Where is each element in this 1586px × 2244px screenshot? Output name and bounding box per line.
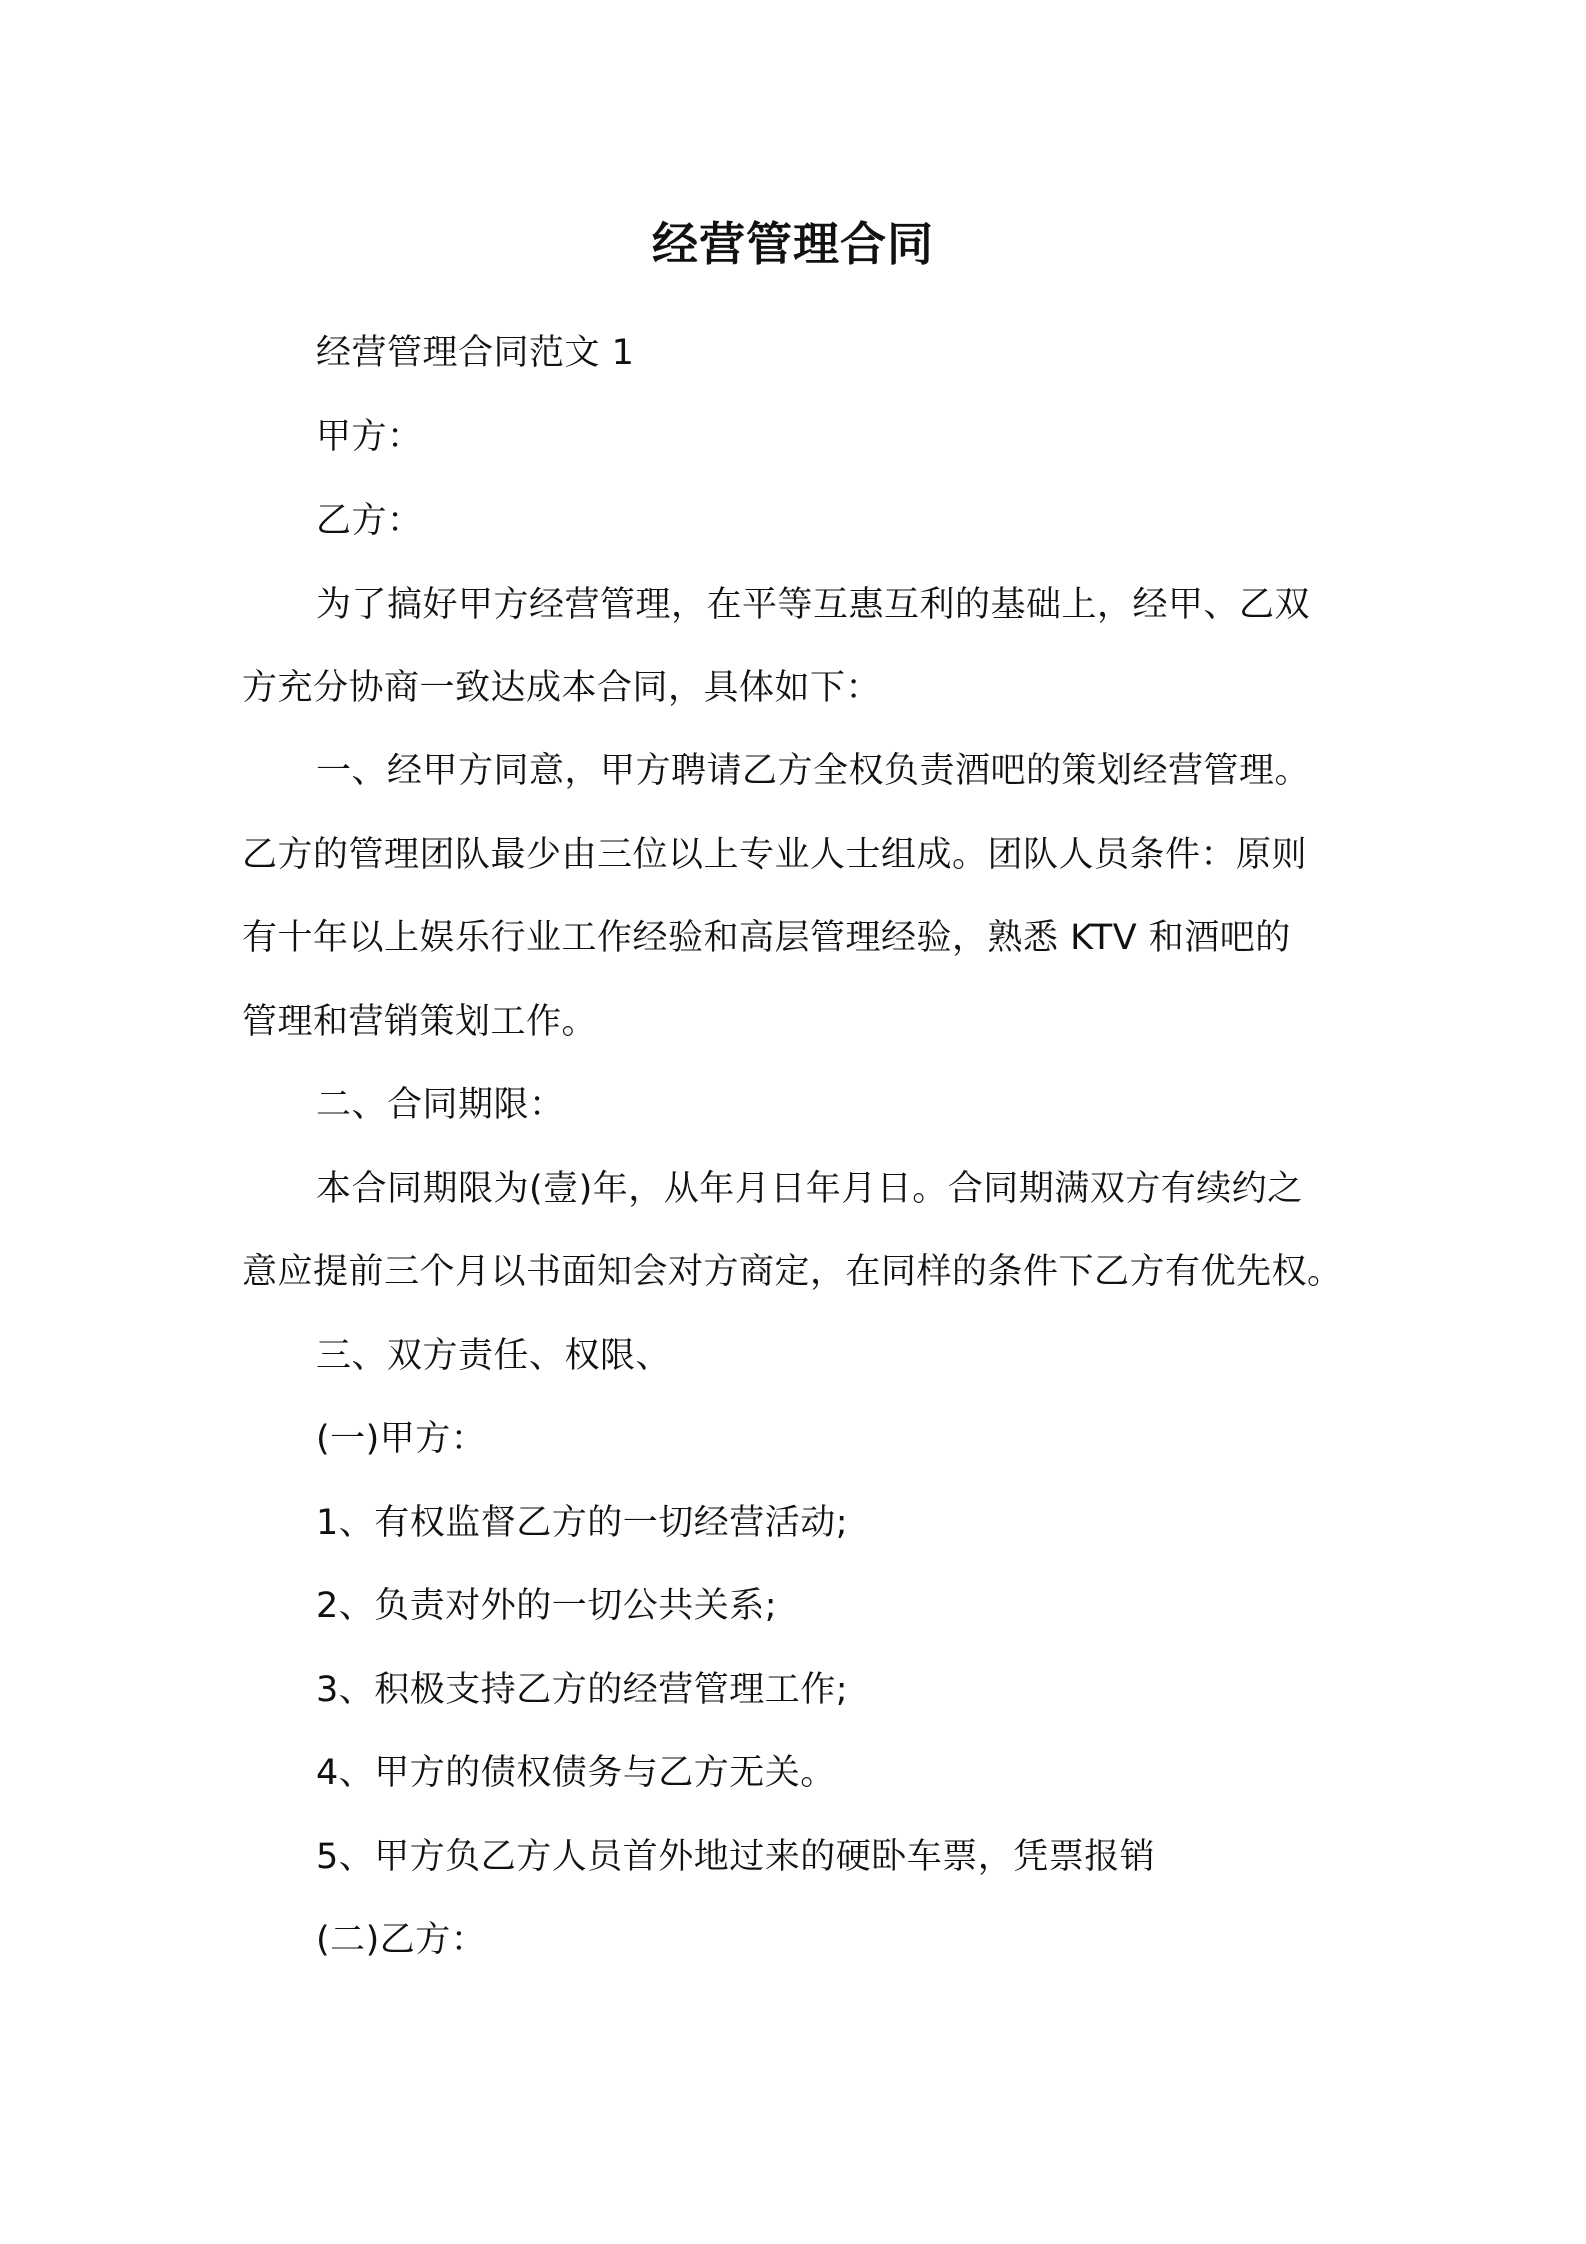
clause-2-heading: 二、合同期限： [316, 1085, 565, 1125]
party-a-duty-1: 1、有权监督乙方的一切经营活动; [316, 1503, 849, 1543]
party-a-duty-5: 5、甲方负乙方人员首外地过来的硬卧车票，凭票报销 [316, 1837, 1156, 1877]
party-a-duty-4: 4、甲方的债权债务与乙方无关。 [316, 1753, 836, 1793]
clause-1-line-1: 一、经甲方同意，甲方聘请乙方全权负责酒吧的策划经营管理。 [316, 751, 1311, 791]
clause-1-line-4: 管理和营销策划工作。 [242, 1002, 598, 1042]
party-a-line: 甲方： [316, 417, 423, 457]
party-b-duties-heading: (二)乙方： [316, 1920, 487, 1960]
clause-1-line-3: 有十年以上娱乐行业工作经验和高层管理经验，熟悉 KTV 和酒吧的 [242, 918, 1291, 958]
party-a-duties-heading: (一)甲方： [316, 1419, 487, 1459]
clause-1-line-2: 乙方的管理团队最少由三位以上专业人士组成。团队人员条件：原则 [242, 835, 1308, 875]
clause-2-line-2: 意应提前三个月以书面知会对方商定，在同样的条件下乙方有优先权。 [242, 1252, 1343, 1292]
party-a-duty-3: 3、积极支持乙方的经营管理工作; [316, 1670, 849, 1710]
document-title: 经营管理合同 [652, 217, 934, 271]
clause-3-heading: 三、双方责任、权限、 [316, 1336, 672, 1376]
intro-line-1: 为了搞好甲方经营管理，在平等互惠互利的基础上，经甲、乙双 [316, 585, 1311, 625]
party-a-duty-2: 2、负责对外的一切公共关系; [316, 1586, 778, 1626]
clause-2-line-1: 本合同期限为(壹)年，从年月日年月日。合同期满双方有续约之 [316, 1169, 1303, 1209]
intro-line-2: 方充分协商一致达成本合同，具体如下： [242, 668, 882, 708]
party-b-line: 乙方： [316, 501, 423, 541]
subtitle-line: 经营管理合同范文 1 [316, 333, 635, 373]
